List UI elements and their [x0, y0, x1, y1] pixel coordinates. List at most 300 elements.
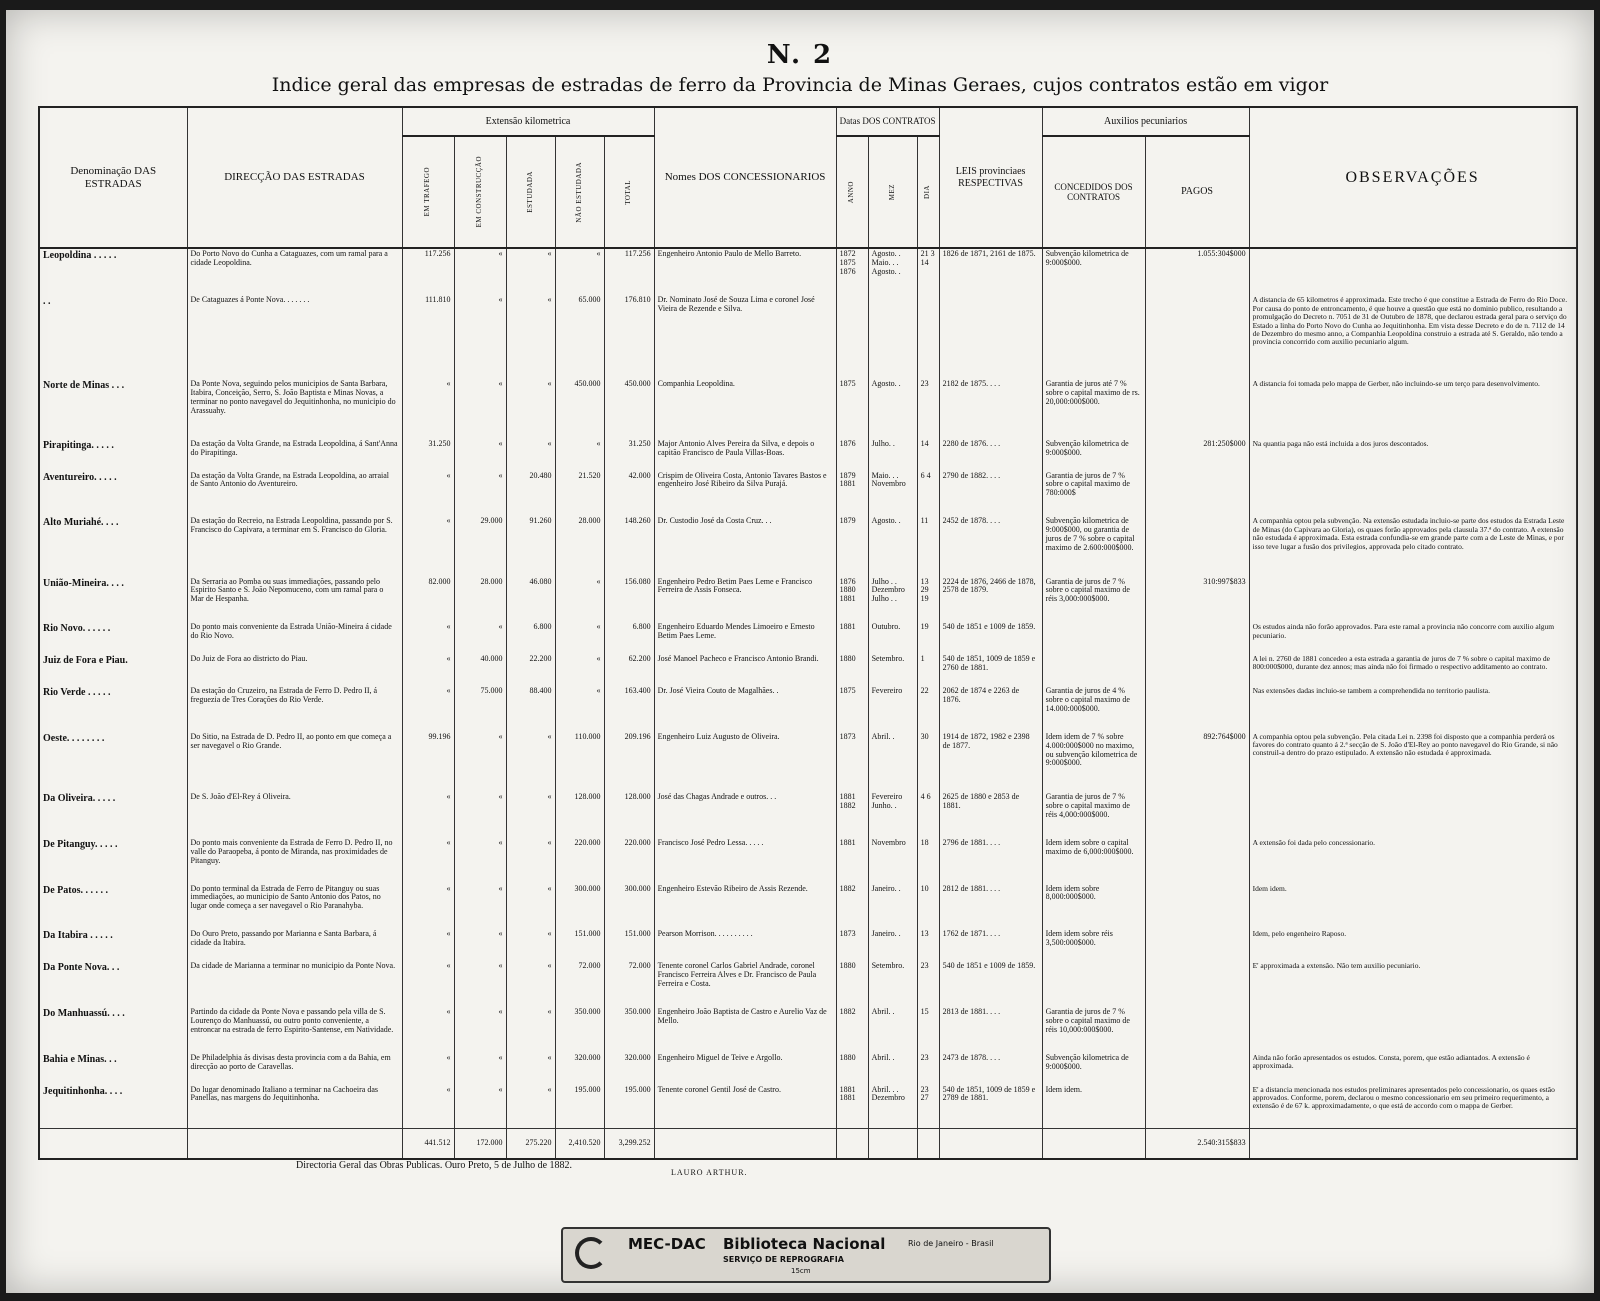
observation: E' a distancia mencionada nos estudos preliminares apresentados pelo concessionario, os quaes estão approvados. Conforme, porem, declarou o mesmo concessionario em seu primeiro requerimento, a extensão é de 67 k. approximadamente, o que está de accordo com o mappa de Gerber. — [1249, 1085, 1576, 1129]
contract-month: Abril. . — [868, 1007, 917, 1053]
road-name: De Pitanguy. . . . . — [40, 838, 187, 884]
concessionaire: Engenheiro João Baptista de Castro e Aurelio Vaz de Mello. — [654, 1007, 836, 1053]
road-name: Da Ponte Nova. . . — [40, 961, 187, 1007]
concessionaire: Francisco José Pedro Lessa. . . . . — [654, 838, 836, 884]
provincial-law: 2813 de 1881. . . . — [939, 1007, 1042, 1053]
provincial-law: 2812 de 1881. . . . — [939, 884, 1042, 930]
contract-year: 1876 1880 1881 — [836, 577, 868, 623]
aid-paid — [1145, 884, 1249, 930]
stamp-place: Rio de Janeiro - Brasil — [908, 1239, 994, 1248]
km-estudada: « — [506, 961, 555, 1007]
contract-day: 21 3 14 — [917, 248, 939, 295]
km-estudada: 20.480 — [506, 471, 555, 517]
observation: A companhia optou pela subvenção. Na extensão estudada incluio-se parte dos estudos da Estrada Leste de Minas (do Capivara ao Gloria), os quaes forão approvados pela clausula 37.ª do contrato. A extensão não estudada é approximada. Esta estrada confundia-se em grande parte com a de Leste de Minas, e por isso teve lugar a fusão dos privilegios, approvada pelo citado contrato. — [1249, 516, 1576, 576]
km-total: 156.080 — [604, 577, 654, 623]
km-estudada: « — [506, 1085, 555, 1129]
km-trafego: « — [402, 686, 454, 732]
km-construccao: « — [454, 295, 506, 378]
col-auxilios-group: Auxilios pecuniarios — [1042, 108, 1249, 136]
contract-day: 4 6 — [917, 792, 939, 838]
contract-month: Agosto. . — [868, 379, 917, 439]
total-estudada: 275.220 — [506, 1129, 555, 1158]
provincial-law: 2473 de 1878. . . . — [939, 1053, 1042, 1085]
km-nao-estudada: 151.000 — [555, 929, 604, 961]
contract-year: 1881 1882 — [836, 792, 868, 838]
aid-granted: Idem idem sobre réis 3,500:000$000. — [1042, 929, 1145, 961]
concessionaire: José Manoel Pacheco e Francisco Antonio Brandi. — [654, 654, 836, 686]
km-estudada: « — [506, 929, 555, 961]
contract-month: Setembro. — [868, 654, 917, 686]
km-nao-estudada: 300.000 — [555, 884, 604, 930]
concessionaire: Companhia Leopoldina. — [654, 379, 836, 439]
col-pagos: PAGOS — [1145, 136, 1249, 248]
km-total: 350.000 — [604, 1007, 654, 1053]
km-nao-estudada: 350.000 — [555, 1007, 604, 1053]
document-number: N. 2 — [766, 40, 834, 70]
table-row — [40, 1053, 1576, 1085]
col-em-construccao: EM CONSTRUCÇÃO — [454, 136, 506, 248]
concessionaire: Tenente coronel Carlos Gabriel Andrade, coronel Francisco Ferreira Alves e Dr. Francisco de Paula Ferreira e Costa. — [654, 961, 836, 1007]
road-name: Leopoldina . . . . . — [40, 248, 187, 295]
km-estudada: « — [506, 248, 555, 295]
km-trafego: « — [402, 961, 454, 1007]
table-body — [40, 248, 1576, 1129]
km-construccao: 28.000 — [454, 577, 506, 623]
observation: A companhia optou pela subvenção. Pela citada Lei n. 2398 foi disposto que a companhia perderá os favores do contrato quanto á 2.ª secção de S. João d'El-Rey ao ponto navegavel do Rio Grande, si não construil-a dentro do prazo estipulado. A extensão não estudada é approximada. — [1249, 732, 1576, 792]
km-total: 151.000 — [604, 929, 654, 961]
road-name: Da Itabira . . . . . — [40, 929, 187, 961]
contract-month: Julho. . — [868, 439, 917, 471]
col-extensao-group: Extensão kilometrica — [402, 108, 654, 136]
km-nao-estudada: 28.000 — [555, 516, 604, 576]
table-row — [40, 732, 1576, 792]
km-trafego: 99.196 — [402, 732, 454, 792]
km-trafego: 117.256 — [402, 248, 454, 295]
road-direction: Da cidade de Marianna a terminar no municipio da Ponte Nova. — [187, 961, 402, 1007]
road-name: Jequitinhonha. . . . — [40, 1085, 187, 1129]
col-estudada: ESTUDADA — [506, 136, 555, 248]
col-direccao: DIRECÇÃO DAS ESTRADAS — [187, 108, 402, 248]
table-row — [40, 295, 1576, 378]
km-nao-estudada: 195.000 — [555, 1085, 604, 1129]
contract-year: 1880 — [836, 654, 868, 686]
stamp-org: MEC-DAC — [628, 1235, 706, 1253]
contract-year — [836, 295, 868, 378]
road-name: Do Manhuassú. . . . — [40, 1007, 187, 1053]
km-construccao: « — [454, 884, 506, 930]
road-direction: Da estação da Volta Grande, na Estrada Leopoldina, á Sant'Anna do Pirapitinga. — [187, 439, 402, 471]
road-direction: Partindo da cidade da Ponte Nova e passando pela villa de S. Lourenço do Manhuassú, ou outro ponto conveniente, a entroncar na estrada de ferro Espirito-Santense, em Natividade. — [187, 1007, 402, 1053]
km-estudada: « — [506, 792, 555, 838]
aid-paid — [1145, 1085, 1249, 1129]
aid-granted — [1042, 622, 1145, 654]
provincial-law: 540 de 1851 e 1009 de 1859. — [939, 961, 1042, 1007]
road-name: Bahia e Minas. . . — [40, 1053, 187, 1085]
road-direction: Da estação do Cruzeiro, na Estrada de Ferro D. Pedro II, á freguezia de Tres Corações do Rio Verde. — [187, 686, 402, 732]
km-construccao: 40.000 — [454, 654, 506, 686]
km-trafego: « — [402, 929, 454, 961]
railway-table-frame — [38, 106, 1578, 1160]
table-row — [40, 1007, 1576, 1053]
km-estudada: « — [506, 838, 555, 884]
col-em-trafego: EM TRAFEGO — [402, 136, 454, 248]
km-nao-estudada: 220.000 — [555, 838, 604, 884]
provincial-law: 2224 de 1876, 2466 de 1878, 2578 de 1879. — [939, 577, 1042, 623]
km-construccao: « — [454, 792, 506, 838]
provincial-law: 2280 de 1876. . . . — [939, 439, 1042, 471]
table-row — [40, 379, 1576, 439]
col-datas-group: Datas DOS CONTRATOS — [836, 108, 939, 136]
concessionaire: Crispim de Oliveira Costa, Antonio Tavares Bastos e engenheiro José Ribeiro da Silva Purajá. — [654, 471, 836, 517]
contract-year: 1876 — [836, 439, 868, 471]
km-construccao: 75.000 — [454, 686, 506, 732]
stamp-scale: 15cm — [791, 1267, 811, 1275]
aid-paid — [1145, 654, 1249, 686]
provincial-law: 2625 de 1880 e 2853 de 1881. — [939, 792, 1042, 838]
km-estudada: « — [506, 295, 555, 378]
contract-day: 13 — [917, 929, 939, 961]
col-total: TOTAL — [604, 136, 654, 248]
document-sheet — [6, 10, 1594, 1293]
contract-day: 23 27 — [917, 1085, 939, 1129]
contract-month: Agosto. . Maio. . . Agosto. . — [868, 248, 917, 295]
concessionaire: Major Antonio Alves Pereira da Silva, e depois o capitão Francisco de Paula Villas-Boas. — [654, 439, 836, 471]
km-nao-estudada: 65.000 — [555, 295, 604, 378]
road-direction: Do ponto mais conveniente da Estrada União-Mineira á cidade do Rio Novo. — [187, 622, 402, 654]
table-row — [40, 792, 1576, 838]
aid-paid: 892:764$000 — [1145, 732, 1249, 792]
km-construccao: « — [454, 1053, 506, 1085]
observation: A distancia de 65 kilometros é approximada. Este trecho é que constitue a Estrada de Ferro do Rio Doce. Por causa do ponto de entroncamento, é que houve a questão que está no dominio publico, resultando a promulgação do Decreto n. 7051 de 31 de Outubro de 1878, que declarou estrada geral para o serviço do Estado a linha do Porto Novo do Cunha ao Jequitinhonha. Em vista desse Decreto e do de n. 7112 de 14 de Dezembro do mesmo anno, a Companhia Leopoldina construio a estrada até S. Geraldo, não tendo a provincia concorrido com auxilio pecuniario algum. — [1249, 295, 1576, 378]
road-direction: Do Porto Novo do Cunha a Cataguazes, com um ramal para a cidade Leopoldina. — [187, 248, 402, 295]
km-nao-estudada: 110.000 — [555, 732, 604, 792]
aid-paid — [1145, 516, 1249, 576]
library-stamp — [561, 1227, 1051, 1283]
km-trafego: « — [402, 1007, 454, 1053]
provincial-law: 2182 de 1875. . . . — [939, 379, 1042, 439]
km-estudada: 88.400 — [506, 686, 555, 732]
km-construccao: « — [454, 248, 506, 295]
contract-month: Julho . . Dezembro Julho . . — [868, 577, 917, 623]
table-row — [40, 838, 1576, 884]
km-nao-estudada: « — [555, 577, 604, 623]
aid-paid — [1145, 792, 1249, 838]
road-name: Aventureiro. . . . . — [40, 471, 187, 517]
road-name: Pirapitinga. . . . . — [40, 439, 187, 471]
table-row — [40, 929, 1576, 961]
km-estudada: « — [506, 884, 555, 930]
road-direction: Do lugar denominado Italiano a terminar na Cachoeira das Panellas, nas margens do Jequitinhonha. — [187, 1085, 402, 1129]
contract-month — [868, 295, 917, 378]
km-nao-estudada: « — [555, 654, 604, 686]
km-estudada: 22.200 — [506, 654, 555, 686]
road-direction: Da Serraria ao Pomba ou suas immediações, passando pelo Espirito Santo e S. João Nepomuceno, com um ramal para o Mar de Hespanha. — [187, 577, 402, 623]
contract-year: 1875 — [836, 379, 868, 439]
table-row — [40, 248, 1576, 295]
road-name: União-Mineira. . . . — [40, 577, 187, 623]
observation: Idem idem. — [1249, 884, 1576, 930]
aid-granted: Idem idem. — [1042, 1085, 1145, 1129]
contract-month: Agosto. . — [868, 516, 917, 576]
aid-granted: Idem idem sobre 8,000:000$000. — [1042, 884, 1145, 930]
contract-day — [917, 295, 939, 378]
contract-month: Fevereiro Junho. . — [868, 792, 917, 838]
total-total: 3,299.252 — [604, 1129, 654, 1158]
contract-year: 1882 — [836, 1007, 868, 1053]
km-total: 220.000 — [604, 838, 654, 884]
provincial-law: 2790 de 1882. . . . — [939, 471, 1042, 517]
km-nao-estudada: « — [555, 686, 604, 732]
road-name: Norte de Minas . . . — [40, 379, 187, 439]
concessionaire: Engenheiro Luiz Augusto de Oliveira. — [654, 732, 836, 792]
contract-month: Janeiro. . — [868, 884, 917, 930]
contract-day: 6 4 — [917, 471, 939, 517]
contract-year: 1881 1881 — [836, 1085, 868, 1129]
km-nao-estudada: « — [555, 439, 604, 471]
concessionaire: Engenheiro Antonio Paulo de Mello Barreto. — [654, 248, 836, 295]
km-total: 209.196 — [604, 732, 654, 792]
km-trafego: « — [402, 516, 454, 576]
railway-table — [40, 108, 1577, 1158]
km-total: 320.000 — [604, 1053, 654, 1085]
road-name: Da Oliveira. . . . . — [40, 792, 187, 838]
km-trafego: « — [402, 838, 454, 884]
provincial-law: 540 de 1851 e 1009 de 1859. — [939, 622, 1042, 654]
contract-day: 19 — [917, 622, 939, 654]
aid-paid — [1145, 929, 1249, 961]
road-name: Alto Muriahé. . . . — [40, 516, 187, 576]
stamp-library: Biblioteca Nacional — [723, 1235, 886, 1253]
km-estudada: « — [506, 1007, 555, 1053]
road-direction: Do Juiz de Fora ao districto do Piau. — [187, 654, 402, 686]
concessionaire: Dr. José Vieira Couto de Magalhães. . — [654, 686, 836, 732]
km-total: 6.800 — [604, 622, 654, 654]
km-construccao: 29.000 — [454, 516, 506, 576]
road-direction: Do Ouro Preto, passando por Marianna e Santa Barbara, á cidade da Itabira. — [187, 929, 402, 961]
concessionaire: Engenheiro Eduardo Mendes Limoeiro e Ernesto Betim Paes Leme. — [654, 622, 836, 654]
provincial-law: 1762 de 1871. . . . — [939, 929, 1042, 961]
contract-month: Novembro — [868, 838, 917, 884]
aid-granted: Garantia de juros de 7 % sobre o capital maximo de 780:000$ — [1042, 471, 1145, 517]
aid-granted: Garantia de juros de 4 % sobre o capital maximo de 14.000:000$000. — [1042, 686, 1145, 732]
km-construccao: « — [454, 732, 506, 792]
aid-paid — [1145, 379, 1249, 439]
concessionaire: Pearson Morrison. . . . . . . . . . — [654, 929, 836, 961]
aid-granted: Subvenção kilometrica de 9:000$000, ou garantia de juros de 7 % sobre o capital maximo de 2.600:000$000. — [1042, 516, 1145, 576]
concessionaire: Engenheiro Estevão Ribeiro de Assis Rezende. — [654, 884, 836, 930]
observation — [1249, 248, 1576, 295]
km-nao-estudada: 128.000 — [555, 792, 604, 838]
col-concedidos: CONCEDIDOS DOS CONTRATOS — [1042, 136, 1145, 248]
aid-paid: 310:997$833 — [1145, 577, 1249, 623]
aid-paid — [1145, 686, 1249, 732]
contract-year: 1872 1875 1876 — [836, 248, 868, 295]
road-name: . . — [40, 295, 187, 378]
footer-directoria: Directoria Geral das Obras Publicas. Ouro Preto, 5 de Julho de 1882. — [296, 1160, 573, 1171]
km-total: 42.000 — [604, 471, 654, 517]
col-nao-estudada: NÃO ESTUDADA — [555, 136, 604, 248]
contract-month: Abril. . — [868, 1053, 917, 1085]
aid-granted — [1042, 961, 1145, 1007]
aid-granted: Garantia de juros de 7 % sobre o capital maximo de réis 10,000:000$000. — [1042, 1007, 1145, 1053]
contract-year: 1879 1881 — [836, 471, 868, 517]
provincial-law: 1826 de 1871, 2161 de 1875. — [939, 248, 1042, 295]
aid-granted: Idem idem sobre o capital maximo de 6,000:000$000. — [1042, 838, 1145, 884]
km-total: 300.000 — [604, 884, 654, 930]
km-total: 195.000 — [604, 1085, 654, 1129]
contract-month: Abril. . — [868, 732, 917, 792]
km-construccao: « — [454, 622, 506, 654]
concessionaire: Engenheiro Miguel de Teive e Argollo. — [654, 1053, 836, 1085]
km-construccao: « — [454, 1085, 506, 1129]
stamp-service: SERVIÇO DE REPROGRAFIA — [723, 1255, 844, 1264]
km-nao-estudada: « — [555, 248, 604, 295]
observation: Os estudos ainda não forão approvados. Para este ramal a provincia não concorre com auxilio algum pecuniario. — [1249, 622, 1576, 654]
provincial-law: 2452 de 1878. . . . — [939, 516, 1042, 576]
km-trafego: « — [402, 379, 454, 439]
km-estudada: 91.260 — [506, 516, 555, 576]
totals-row — [40, 1129, 1576, 1158]
table-row — [40, 439, 1576, 471]
observation: A lei n. 2760 de 1881 concedeo a esta estrada a garantia de juros de 7 % sobre o capital maximo de 800:000$000, durante dez annos; mas ainda não foi firmado o respectivo additamento ao contrato. — [1249, 654, 1576, 686]
km-nao-estudada: 21.520 — [555, 471, 604, 517]
contract-day: 30 — [917, 732, 939, 792]
km-total: 117.256 — [604, 248, 654, 295]
road-name: Oeste. . . . . . . . — [40, 732, 187, 792]
road-direction: Do Sitio, na Estrada de D. Pedro II, ao ponto em que começa a ser navegavel o Rio Grande. — [187, 732, 402, 792]
table-row — [40, 622, 1576, 654]
observation: E' approximada a extensão. Não tem auxilio pecuniario. — [1249, 961, 1576, 1007]
concessionaire: José das Chagas Andrade e outros. . . — [654, 792, 836, 838]
observation — [1249, 577, 1576, 623]
table-row — [40, 884, 1576, 930]
road-direction: De Cataguazes á Ponte Nova. . . . . . . — [187, 295, 402, 378]
aid-paid — [1145, 1007, 1249, 1053]
km-trafego: 111.810 — [402, 295, 454, 378]
contract-month: Outubro. — [868, 622, 917, 654]
km-total: 128.000 — [604, 792, 654, 838]
table-row — [40, 577, 1576, 623]
km-nao-estudada: 450.000 — [555, 379, 604, 439]
contract-month: Fevereiro — [868, 686, 917, 732]
table-row — [40, 471, 1576, 517]
observation — [1249, 471, 1576, 517]
km-total: 31.250 — [604, 439, 654, 471]
contract-day: 23 — [917, 961, 939, 1007]
library-logo-icon — [575, 1237, 607, 1269]
contract-year: 1873 — [836, 929, 868, 961]
table-row — [40, 686, 1576, 732]
contract-year: 1882 — [836, 884, 868, 930]
contract-year: 1873 — [836, 732, 868, 792]
observation: Idem, pelo engenheiro Raposo. — [1249, 929, 1576, 961]
table-row — [40, 961, 1576, 1007]
km-construccao: « — [454, 961, 506, 1007]
total-nao-estudada: 2,410.520 — [555, 1129, 604, 1158]
aid-paid — [1145, 622, 1249, 654]
km-construccao: « — [454, 929, 506, 961]
contract-day: 1 — [917, 654, 939, 686]
km-total: 148.260 — [604, 516, 654, 576]
km-trafego: 31.250 — [402, 439, 454, 471]
km-estudada: 6.800 — [506, 622, 555, 654]
provincial-law: 540 de 1851, 1009 de 1859 e 2789 de 1881. — [939, 1085, 1042, 1129]
contract-month: Abril. . . Dezembro — [868, 1085, 917, 1129]
footer-signature: LAURO ARTHUR. — [671, 1168, 748, 1177]
observation: Ainda não forão apresentados os estudos. Consta, porem, que estão adiantados. A extensão é approximada. — [1249, 1053, 1576, 1085]
concessionaire: Dr. Nominato José de Souza Lima e coronel José Vieira de Rezende e Silva. — [654, 295, 836, 378]
col-leis: LEIS provinciaes RESPECTIVAS — [939, 108, 1042, 248]
total-trafego: 441.512 — [402, 1129, 454, 1158]
col-dia: DIA — [917, 136, 939, 248]
road-direction: Da Ponte Nova, seguindo pelos municipios de Santa Barbara, Itabira, Conceição, Serro, S. João Baptista e Minas Novas, a terminar no ponto navegavel do Jequitinhonha, no municipio do Arassuahy. — [187, 379, 402, 439]
table-row — [40, 654, 1576, 686]
km-construccao: « — [454, 1007, 506, 1053]
aid-paid — [1145, 961, 1249, 1007]
aid-granted: Subvenção kilometrica de 9:000$000. — [1042, 248, 1145, 295]
km-estudada: « — [506, 379, 555, 439]
aid-paid: 281:250$000 — [1145, 439, 1249, 471]
col-anno: ANNO — [836, 136, 868, 248]
provincial-law: 2062 de 1874 e 2263 de 1876. — [939, 686, 1042, 732]
contract-day: 11 — [917, 516, 939, 576]
aid-granted: Garantia de juros de 7 % sobre o capital maximo de réis 4,000:000$000. — [1042, 792, 1145, 838]
aid-granted: Subvenção kilometrica de 9:000$000. — [1042, 439, 1145, 471]
col-nomes: Nomes DOS CONCESSIONARIOS — [654, 108, 836, 248]
observation: A distancia foi tomada pelo mappa de Gerber, não incluindo-se um terço para desenvolvimento. — [1249, 379, 1576, 439]
observation: Nas extensões dadas incluio-se tambem a comprehendida no territorio paulista. — [1249, 686, 1576, 732]
contract-year: 1881 — [836, 838, 868, 884]
km-estudada: « — [506, 732, 555, 792]
km-estudada: « — [506, 1053, 555, 1085]
aid-granted: Garantia de juros de 7 % sobre o capital maximo de réis 3,000:000$000. — [1042, 577, 1145, 623]
km-nao-estudada: « — [555, 622, 604, 654]
aid-paid — [1145, 471, 1249, 517]
contract-year: 1879 — [836, 516, 868, 576]
contract-day: 18 — [917, 838, 939, 884]
road-direction: Do ponto terminal da Estrada de Ferro de Pitanguy ou suas immediações, ao municipio de Santo Antonio dos Patos, no lugar onde começa a ser navegavel o Rio Paranahyba. — [187, 884, 402, 930]
contract-month: Janeiro. . — [868, 929, 917, 961]
col-denominacao: Denominação DAS ESTRADAS — [40, 108, 187, 248]
aid-granted: Idem idem de 7 % sobre 4.000:000$000 no maximo, ou subvenção kilometrica de 9:000$000. — [1042, 732, 1145, 792]
km-estudada: « — [506, 439, 555, 471]
km-construccao: « — [454, 439, 506, 471]
aid-granted: Garantia de juros até 7 % sobre o capital maximo de rs. 20,000:000$000. — [1042, 379, 1145, 439]
contract-day: 23 — [917, 1053, 939, 1085]
km-total: 62.200 — [604, 654, 654, 686]
contract-month: Maio. . . Novembro — [868, 471, 917, 517]
observation: Na quantia paga não está incluida a dos juros descontados. — [1249, 439, 1576, 471]
road-name: De Patos. . . . . . — [40, 884, 187, 930]
km-estudada: 46.080 — [506, 577, 555, 623]
km-construccao: « — [454, 379, 506, 439]
contract-day: 15 — [917, 1007, 939, 1053]
km-trafego: « — [402, 792, 454, 838]
contract-day: 22 — [917, 686, 939, 732]
contract-day: 23 — [917, 379, 939, 439]
km-nao-estudada: 320.000 — [555, 1053, 604, 1085]
contract-day: 14 — [917, 439, 939, 471]
km-construccao: « — [454, 838, 506, 884]
aid-paid — [1145, 838, 1249, 884]
contract-year: 1881 — [836, 622, 868, 654]
aid-paid: 1.055:304$000 — [1145, 248, 1249, 295]
km-trafego: « — [402, 471, 454, 517]
contract-year: 1880 — [836, 1053, 868, 1085]
contract-month: Setembro. — [868, 961, 917, 1007]
km-construccao: « — [454, 471, 506, 517]
col-mez: MEZ — [868, 136, 917, 248]
